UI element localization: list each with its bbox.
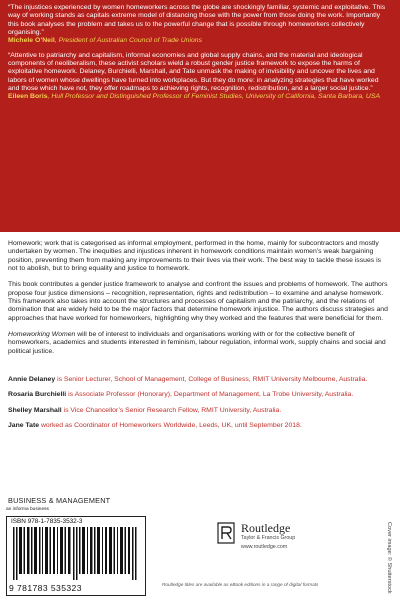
book-description [8, 240, 388, 364]
description-paragraph-1: Homework; work that is categorised as informal employment, performed in the home, mainly for subcontractors and mostly undertaken by women. The inequities and injustices inherent in homework conditions maintain women’s weak bargaining position, preventing them from making any improvements to their lives via their work. The best way to tackle these issues is not to abolish, but to bring equality and justice to homework. [8, 240, 382, 273]
publisher-url: www.routledge.com [241, 544, 288, 550]
author-name: Rosaria Burchielli [8, 391, 67, 399]
author-description: worked as Coordinator of Homeworkers Worldwide, Leeds, UK, until September 2018. [39, 422, 302, 430]
barcode-icon [13, 527, 137, 580]
description-paragraph-2: This book contributes a gender justice framework to analyse and confront the issues and problems of homework. The authors propose four justice dimensions – recognition, representation, rights and redistribution – to examine and analyse homework. This framework also takes into account the structures and processes of capitalism and the patriarchy, and the relations of domination that are widely held to be the major factors that determine homework injustice. The authors discuss strategies and approaches that have worked for homeworkers, highlighting why they worked and the features that were beneficial for them. [8, 281, 388, 322]
isbn-barcode [6, 516, 146, 596]
author-bios [8, 376, 390, 437]
publisher-name: Routledge [241, 521, 291, 535]
description-paragraph-3 [8, 331, 388, 356]
book-title: Homeworking Women [8, 331, 76, 339]
barcode-number: 9 781783 535323 [9, 583, 82, 593]
isbn-label: ISBN 978-1-7835-3532-3 [11, 518, 83, 525]
quote-text: “Attentive to patriarchy and capitalism, informal economies and global supply chains, and the material and ideological components of neoliberalism, these activist scholars wield a robust gender justice framework to expose the harms of exploitative homework. Delaney, Burchielli, Marshall, and Tate unmask the making of invisibility and uncover the lives and labors of women whose dwellings have turned into workplaces. But they do more: in analyzing strategies that have worked and those which have not, they offer roadmaps to achieving rights, recognition, redistribution, and a larger social justice.” [8, 51, 379, 93]
author-name: Jane Tate [8, 422, 40, 430]
author-bio [8, 422, 390, 430]
routledge-logo-icon [216, 521, 236, 545]
audience-text: will be of interest to individuals and organisations working with or for the collective benefit of homeworkers, academics and students interested in feminism, labour regulation, informal work, supply chains and social and political justice. [8, 331, 386, 355]
endorsement-1 [8, 4, 389, 46]
author-bio [8, 407, 390, 415]
cover-image-credit: Cover image: © Shutterstock [386, 522, 392, 594]
author-name: Shelley Marshall [8, 406, 62, 414]
publisher-logo [216, 520, 336, 566]
endorser-role: , President of Australian Council of Trade Unions [54, 37, 202, 45]
subject-category: BUSINESS & MANAGEMENT [8, 496, 111, 505]
informa-tagline: an informa business [6, 507, 49, 512]
quote-attribution [8, 37, 389, 45]
endorsements-panel [0, 0, 400, 232]
author-name: Annie Delaney [8, 376, 56, 383]
author-bio [8, 376, 390, 384]
author-bio [8, 391, 390, 399]
quote-text: “The injustices experienced by women homeworkers across the globe are shockingly familiar, systemic and exploitative. This way of working stands as capitals extreme model of distancing those with the power from those doing the work. Importantly this book analyses the problem and takes us to the powerful change that is possible through homeworkers collectively organising.” [8, 4, 386, 37]
endorser-name: Eileen Boris [8, 93, 48, 101]
author-description: is Associate Professor (Honorary), Department of Management, La Trobe University, Australia. [66, 391, 354, 399]
endorser-role: , Hull Professor and Distinguished Professor of Feminist Studies, University of California, Santa Barbara, USA [47, 93, 381, 101]
publisher-group: Taylor & Francis Group [241, 535, 296, 541]
author-description: is Vice Chancellor’s Senior Research Fellow, RMIT University, Australia. [61, 406, 282, 414]
quote-attribution [8, 93, 389, 101]
ebook-note: Routledge titles are available as eBook editions in a range of digital formats [162, 582, 319, 587]
author-description: is Senior Lecturer, School of Management, College of Business, RMIT University Melbourne, Australia. [55, 376, 368, 383]
endorser-name: Michele O’Neil [8, 37, 55, 45]
endorsement-2 [8, 52, 389, 102]
